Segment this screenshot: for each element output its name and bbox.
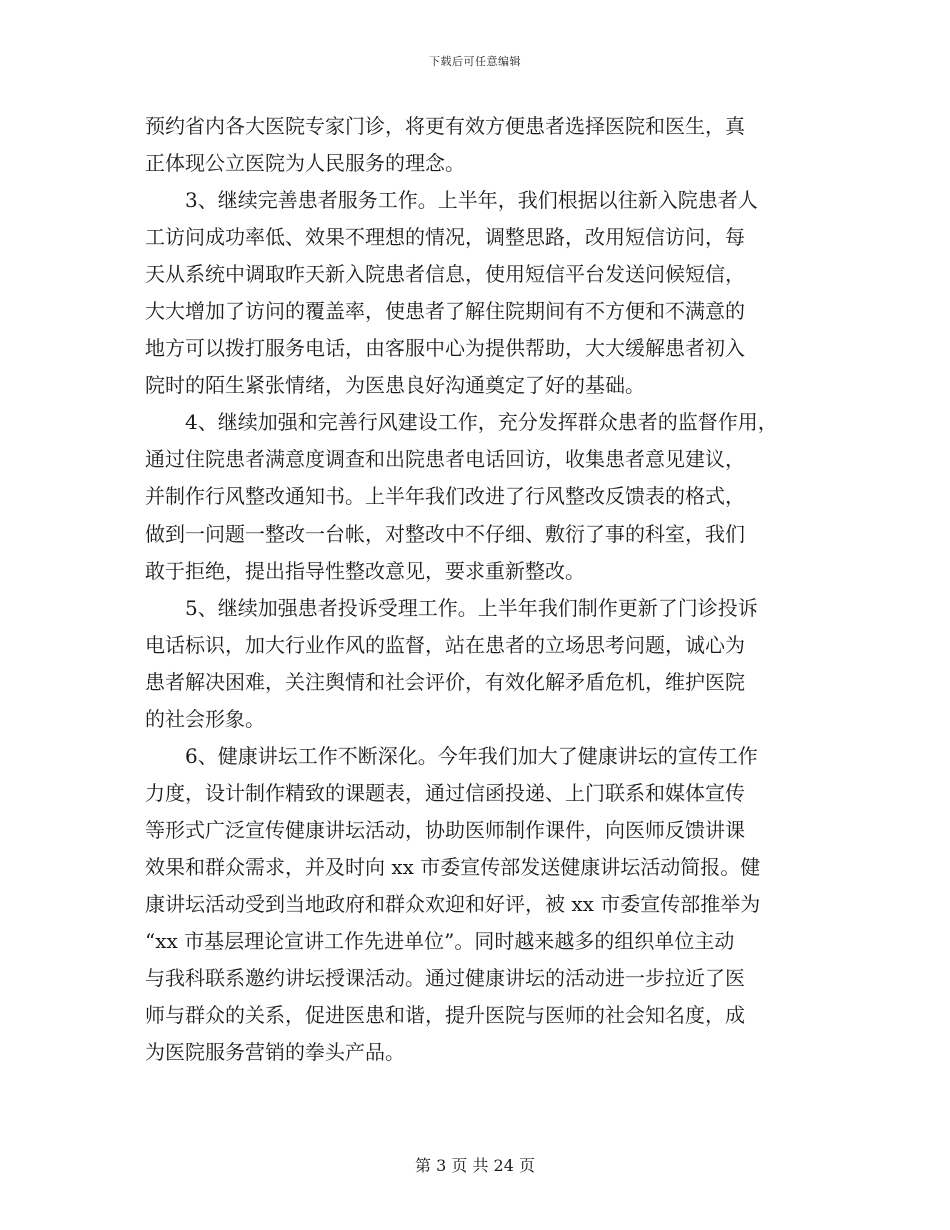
text-line: 通过住院患者满意度调查和出院患者电话回访，收集患者意见建议，: [145, 447, 745, 472]
page-header: 下载后可任意编辑: [429, 55, 521, 68]
text-line: 预约省内各大医院专家门诊，将更有效方便患者选择医院和医生，真: [145, 114, 745, 138]
text-line: 大大增加了访问的覆盖率，使患者了解住院期间有不方便和不满意的: [145, 299, 745, 324]
text-line: 康讲坛活动受到当地政府和群众欢迎和好评，被 xx 市委宣传部推举为: [145, 891, 761, 916]
paragraph-start-line: 6、健康讲坛工作不断深化。今年我们加大了健康讲坛的宣传工作: [185, 743, 758, 768]
text-line: 电话标识，加大行业作风的监督，站在患者的立场思考问题，诚心为: [145, 632, 745, 657]
paragraph-start-line: 4、继续加强和完善行风建设工作，充分发挥群众患者的监督作用，: [185, 410, 778, 435]
page-number-text: 第 3 页 共 24 页: [415, 1156, 535, 1175]
text-line: 力度，设计制作精致的课题表，通过信函投递、上门联系和媒体宣传: [145, 780, 745, 805]
text-line: 患者解决困难，关注舆情和社会评价，有效化解矛盾危机，维护医院: [145, 669, 745, 694]
text-line: 天从系统中调取昨天新入院患者信息，使用短信平台发送问候短信，: [145, 262, 745, 287]
text-line: 并制作行风整改通知书。上半年我们改进了行风整改反馈表的格式，: [145, 484, 745, 509]
text-line: 效果和群众需求，并及时向 xx 市委宣传部发送健康讲坛活动简报。健: [145, 854, 761, 879]
text-line: 与我科联系邀约讲坛授课活动。通过健康讲坛的活动进一步拉近了医: [145, 966, 745, 991]
text-line: 师与群众的关系，促进医患和谐，提升医院与医师的社会知名度，成: [145, 1003, 745, 1028]
text-line: 的社会形象。: [145, 706, 265, 731]
text-line: “xx 市基层理论宣讲工作先进单位”。同时越来越多的组织单位主动: [145, 929, 735, 954]
document-body: [145, 108, 835, 1071]
text-line: 为医院服务营销的拳头产品。: [145, 1040, 405, 1065]
paragraph-start-line: 5、继续加强患者投诉受理工作。上半年我们制作更新了门诊投诉: [185, 595, 758, 620]
text-line: 工访问成功率低、效果不理想的情况，调整思路，改用短信访问，每: [145, 225, 745, 250]
paragraph-start-line: 3、继续完善患者服务工作。上半年，我们根据以往新入院患者人: [185, 188, 758, 213]
text-line: 等形式广泛宣传健康讲坛活动，协助医师制作课件，向医师反馈讲课: [145, 817, 745, 842]
text-line: 做到一问题一整改一台帐，对整改中不仔细、敷衍了事的科室，我们: [145, 521, 745, 546]
text-line: 地方可以拨打服务电话，由客服中心为提供帮助，大大缓解患者初入: [145, 336, 745, 361]
page-number-footer: [0, 1153, 950, 1176]
text-line: 院时的陌生紧张情绪，为医患良好沟通奠定了好的基础。: [145, 373, 645, 398]
text-line: 敢于拒绝，提出指导性整改意见，要求重新整改。: [145, 558, 585, 583]
text-line: 正体现公立医院为人民服务的理念。: [145, 151, 465, 176]
